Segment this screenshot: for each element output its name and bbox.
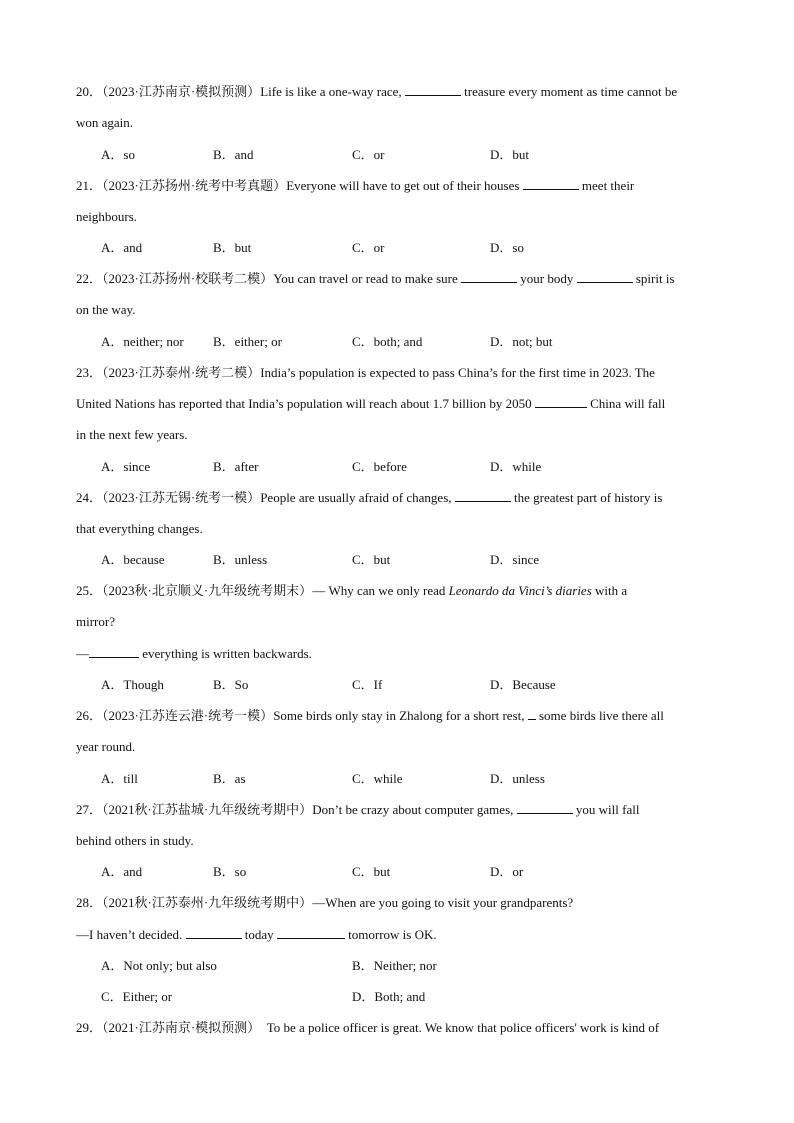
option-d: D．unless [490,771,545,786]
option-d: D．or [490,864,524,879]
question-22-line-2 [76,301,135,319]
option-a: A．and [101,864,143,879]
option-c: C．but [352,552,391,567]
question-text: — Why can we only read [312,583,449,598]
option-d: D．Because [490,677,556,692]
question-source: （2023·江苏无锡·统考一模） [102,490,261,505]
option-a: A．so [101,147,135,162]
option-a: A．and [101,240,143,255]
option-b: B．So [213,677,249,692]
option-b: B．either; or [213,334,282,349]
question-source: （2023·江苏扬州·统考中考真题） [102,178,287,193]
question-23-line-2 [76,395,665,413]
option-a: A．Though [101,677,164,692]
option-b: B．unless [213,552,268,567]
question-27-line-1 [76,801,639,819]
question-text: spirit is [632,271,675,286]
option-d: D．since [490,552,540,567]
question-text: everything is written backwards. [139,646,312,661]
question-number: 23． [76,365,103,380]
option-a: A．Not only; but also [101,958,217,973]
question-28-line-1 [76,894,573,912]
question-text: on the way. [76,302,136,317]
question-text: tomorrow is OK. [344,927,437,942]
question-text: you will fall [572,802,640,817]
question-text: —I haven’t decided. [76,927,186,942]
option-c: C．both; and [352,334,423,349]
option-d: D．Both; and [352,989,426,1004]
question-number: 25． [76,583,103,598]
question-23-line-3 [76,426,188,444]
question-text: treasure every moment as time cannot be [460,84,678,99]
question-23-line-1 [76,364,655,382]
question-source: （2021秋·江苏泰州·九年级统考期中） [102,895,313,910]
question-28-line-2 [76,926,437,944]
question-text: Some birds only stay in Zhalong for a short rest, [273,708,528,723]
question-24-line-1 [76,489,662,507]
option-d: D．so [490,240,524,255]
option-c: C．or [352,147,385,162]
option-a: A．since [101,459,151,474]
question-text: today [241,927,277,942]
question-text: India’s population is expected to pass China’s for the first time in 2023. The [260,365,655,380]
answer-blank [89,645,139,658]
question-text: some birds live there all [535,708,664,723]
question-text: mirror? [76,614,115,629]
question-text: China will fall [586,396,666,411]
answer-blank [461,270,517,283]
option-b: B．as [213,771,246,786]
question-number: 27． [76,802,103,817]
question-26-line-2 [76,738,135,756]
question-text: — [76,646,89,661]
question-text: won again. [76,115,134,130]
question-source: （2023·江苏扬州·校联考二模） [102,271,274,286]
question-26-line-1 [76,707,664,725]
question-source: （2023秋·北京顺义·九年级统考期末） [102,583,313,598]
question-text: United Nations has reported that India’s population will reach about 1.7 billion by 2050 [76,396,535,411]
question-text: meet their [578,178,635,193]
question-text: Don’t be crazy about computer games, [312,802,517,817]
option-a: A．because [101,552,165,567]
option-b: B．Neither; nor [352,958,437,973]
question-22-line-1 [76,270,675,288]
question-text: the greatest part of history is [510,490,663,505]
question-25-line-2 [76,613,115,631]
answer-blank [528,707,536,720]
question-21-line-2 [76,208,137,226]
question-text: —When are you going to visit your grandparents? [312,895,574,910]
question-25-line-1 [76,582,627,600]
option-b: B．and [213,147,254,162]
answer-blank [523,177,579,190]
option-b: B．so [213,864,247,879]
option-c: C．while [352,771,403,786]
option-c: C．Either; or [101,989,173,1004]
question-source: （2021·江苏南京·模拟预测） [102,1020,261,1035]
question-number: 29． [76,1020,103,1035]
book-title: Leonardo da Vinci’s diaries [448,583,592,598]
question-text: People are usually afraid of changes, [260,490,455,505]
question-text: that everything changes. [76,521,203,536]
question-source: （2023·江苏连云港·统考一模） [102,708,274,723]
option-c: C．or [352,240,385,255]
question-source: （2023·江苏泰州·统考二模） [102,365,261,380]
option-c: C．If [352,677,383,692]
question-number: 20． [76,84,103,99]
question-text: in the next few years. [76,427,188,442]
question-number: 22． [76,271,103,286]
question-text: year round. [76,739,136,754]
answer-blank [517,801,573,814]
question-text: with a [591,583,628,598]
question-text: Everyone will have to get out of their houses [286,178,523,193]
question-20-line-2 [76,114,133,132]
question-25-line-3 [76,645,312,663]
question-text: You can travel or read to make sure [273,271,462,286]
option-a: A．neither; nor [101,334,184,349]
answer-blank [577,270,633,283]
answer-blank [535,395,587,408]
option-d: D．not; but [490,334,553,349]
option-b: B．but [213,240,252,255]
question-text: behind others in study. [76,833,194,848]
answer-blank [405,83,461,96]
answer-blank [186,926,242,939]
option-d: D．but [490,147,530,162]
question-source: （2021秋·江苏盐城·九年级统考期中） [102,802,313,817]
question-text: your body [517,271,577,286]
answer-blank [277,926,345,939]
question-text: neighbours. [76,209,138,224]
question-21-line-1 [76,177,634,195]
option-c: C．before [352,459,407,474]
option-b: B．after [213,459,259,474]
question-24-line-2 [76,520,203,538]
answer-blank [455,489,511,502]
question-source: （2023·江苏南京·模拟预测） [102,84,261,99]
question-number: 28． [76,895,103,910]
question-number: 24． [76,490,103,505]
question-text: Life is like a one-way race, [260,84,405,99]
option-d: D．while [490,459,542,474]
question-20-line-1 [76,83,677,101]
option-c: C．but [352,864,391,879]
question-text: To be a police officer is great. We know that police officers' work is kind of [260,1020,660,1035]
question-27-line-2 [76,832,194,850]
question-29-line-1 [76,1019,659,1037]
option-a: A．till [101,771,138,786]
question-number: 21． [76,178,103,193]
question-number: 26． [76,708,103,723]
